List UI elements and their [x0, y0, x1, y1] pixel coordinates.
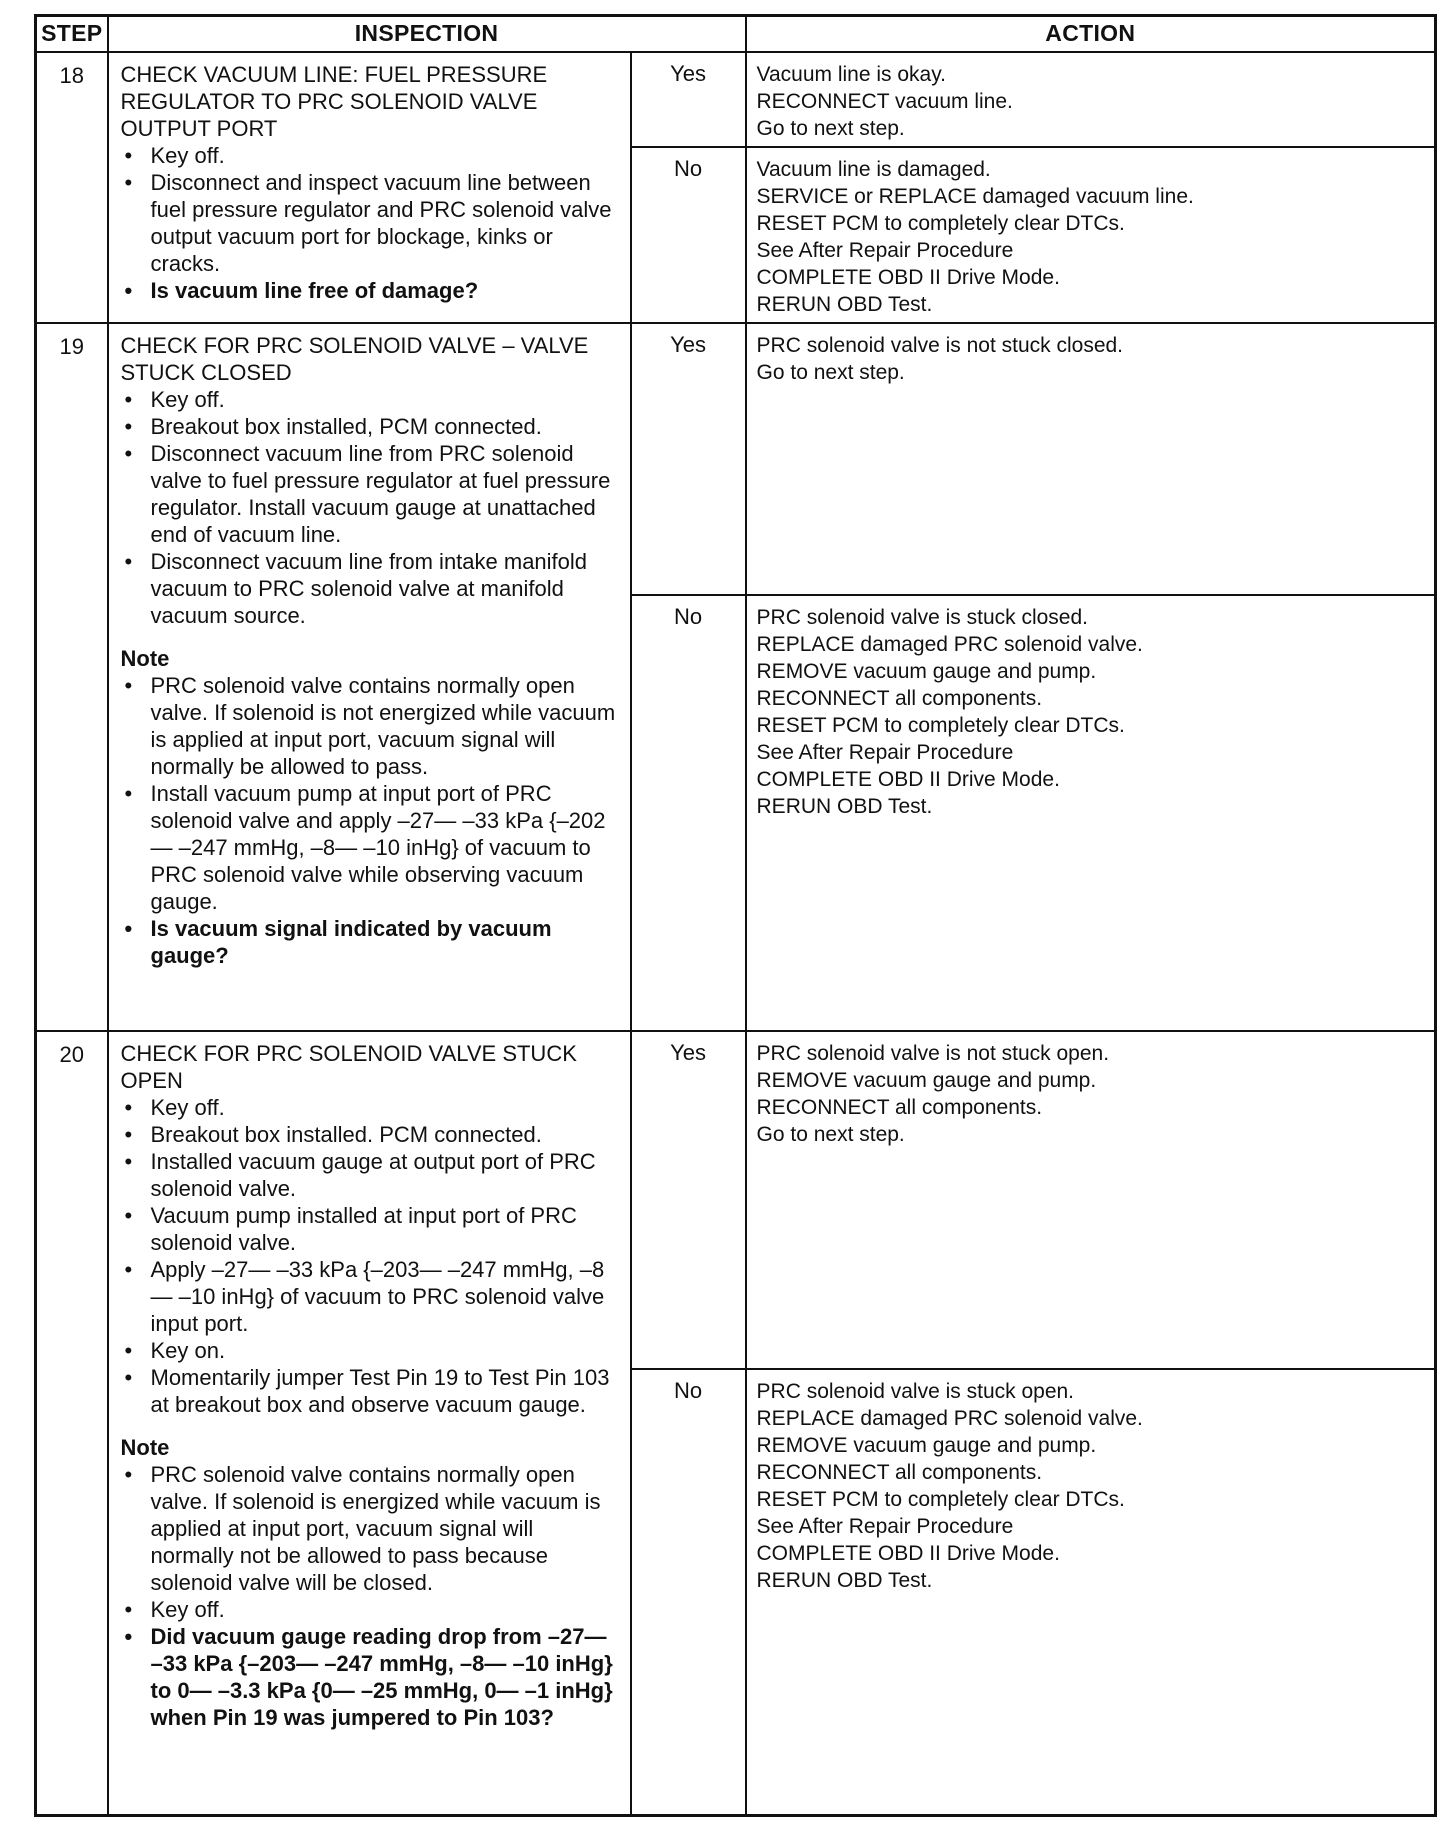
- action-line: Go to next step.: [756, 117, 905, 140]
- action-line: See After Repair Procedure: [756, 1515, 1014, 1538]
- list-item: • Disconnect vacuum line from intake manifold vacuum to PRC solenoid valve at manifold vacuum source.: [121, 548, 620, 629]
- list-item: • Disconnect vacuum line from PRC solenoid valve to fuel pressure regulator at fuel pressure regulator. Install vacuum gauge at unattached end of vacuum line.: [121, 440, 620, 548]
- action-line: Go to next step.: [756, 361, 905, 384]
- table-row: [36, 52, 1436, 147]
- action-line: See After Repair Procedure: [756, 741, 1014, 764]
- action-line: REPLACE damaged PRC solenoid valve.: [756, 633, 1143, 656]
- action-line: RERUN OBD Test.: [756, 1569, 933, 1592]
- inspection-title: CHECK FOR PRC SOLENOID VALVE STUCK OPEN: [120, 1041, 577, 1093]
- action-line: RERUN OBD Test.: [756, 795, 933, 818]
- answer-yes: Yes: [631, 323, 746, 595]
- list-item: • Installed vacuum gauge at output port of PRC solenoid valve.: [121, 1148, 620, 1202]
- answer-no: No: [631, 147, 746, 323]
- action-line: PRC solenoid valve is not stuck open.: [756, 1042, 1110, 1065]
- table-header-row: [36, 16, 1436, 53]
- inspection-question: • Did vacuum gauge reading drop from –27— –33 kPa {–203— –247 mmHg, –8— –10 inHg} to 0— –3.3 kPa {0— –25 mmHg, 0— –1 inHg} when Pin 19 was jumpered to Pin 103?: [121, 1623, 620, 1731]
- action-line: RECONNECT all components.: [756, 1461, 1043, 1484]
- action-line: RERUN OBD Test.: [756, 293, 933, 316]
- answer-yes: Yes: [631, 1031, 746, 1369]
- action-no: [746, 147, 1436, 323]
- list-item: • Breakout box installed, PCM connected.: [121, 413, 620, 440]
- step-number: 20: [36, 1031, 108, 1815]
- action-line: RECONNECT all components.: [756, 687, 1043, 710]
- note-bullets: [121, 1461, 620, 1596]
- list-item: • Key off.: [121, 142, 620, 169]
- list-item: • Key on.: [121, 1337, 620, 1364]
- header-inspection: INSPECTION: [108, 16, 746, 53]
- inspection-cell: [108, 1031, 631, 1815]
- diagnostic-table-sheet: [34, 14, 1434, 1817]
- note-text: • PRC solenoid valve contains normally open valve. If solenoid is not energized while vacuum is applied at input port, vacuum signal will normally be allowed to pass.: [121, 672, 620, 780]
- note-label: Note: [120, 1435, 170, 1460]
- inspection-bullets: [121, 1094, 620, 1418]
- action-line: Vacuum line is okay.: [756, 63, 946, 86]
- action-line: PRC solenoid valve is not stuck closed.: [756, 334, 1124, 357]
- action-line: COMPLETE OBD II Drive Mode.: [756, 1542, 1060, 1565]
- note-bullets: [121, 672, 620, 780]
- answer-no: No: [631, 595, 746, 1031]
- action-line: RESET PCM to completely clear DTCs.: [756, 1488, 1125, 1511]
- inspection-question: • Is vacuum line free of damage?: [121, 277, 620, 304]
- inspection-bullets-2: [121, 1596, 620, 1731]
- inspection-question: • Is vacuum signal indicated by vacuum gauge?: [121, 915, 620, 969]
- action-line: REPLACE damaged PRC solenoid valve.: [756, 1407, 1143, 1430]
- note-label: Note: [120, 646, 170, 671]
- list-item: • Install vacuum pump at input port of PRC solenoid valve and apply –27— –33 kPa {–202— –247 mmHg, –8— –10 inHg} of vacuum to PRC solenoid valve while observing vacuum gauge.: [121, 780, 620, 915]
- list-item: • Momentarily jumper Test Pin 19 to Test Pin 103 at breakout box and observe vacuum gauge.: [121, 1364, 620, 1418]
- inspection-title: CHECK FOR PRC SOLENOID VALVE – VALVE STUCK CLOSED: [120, 333, 589, 385]
- action-line: RECONNECT vacuum line.: [756, 90, 1013, 113]
- note-text: • PRC solenoid valve contains normally open valve. If solenoid is energized while vacuum is applied at input port, vacuum signal will normally not be allowed to pass because solenoid valve will be closed.: [121, 1461, 620, 1596]
- action-yes: [746, 1031, 1436, 1369]
- inspection-bullets: [121, 386, 620, 629]
- table-row: [36, 323, 1436, 595]
- action-no: [746, 595, 1436, 1031]
- action-no: [746, 1369, 1436, 1815]
- inspection-bullets-2: [121, 780, 620, 969]
- list-item: • Key off.: [121, 1596, 620, 1623]
- header-step: STEP: [36, 16, 108, 53]
- action-line: SERVICE or REPLACE damaged vacuum line.: [756, 185, 1194, 208]
- action-line: REMOVE vacuum gauge and pump.: [756, 660, 1097, 683]
- table-row: [36, 1031, 1436, 1369]
- action-yes: [746, 323, 1436, 595]
- diagnostic-table: [34, 14, 1437, 1817]
- step-number: 18: [36, 52, 108, 323]
- action-line: Vacuum line is damaged.: [756, 158, 991, 181]
- step-number: 19: [36, 323, 108, 1031]
- list-item: • Vacuum pump installed at input port of PRC solenoid valve.: [121, 1202, 620, 1256]
- action-yes: [746, 52, 1436, 147]
- inspection-bullets: [121, 142, 620, 304]
- action-line: COMPLETE OBD II Drive Mode.: [756, 266, 1060, 289]
- inspection-cell: [108, 323, 631, 1031]
- list-item: • Key off.: [121, 1094, 620, 1121]
- action-line: Go to next step.: [756, 1123, 905, 1146]
- list-item: • Breakout box installed. PCM connected.: [121, 1121, 620, 1148]
- action-line: COMPLETE OBD II Drive Mode.: [756, 768, 1060, 791]
- answer-yes: Yes: [631, 52, 746, 147]
- action-line: REMOVE vacuum gauge and pump.: [756, 1434, 1097, 1457]
- action-line: See After Repair Procedure: [756, 239, 1014, 262]
- list-item: • Disconnect and inspect vacuum line between fuel pressure regulator and PRC solenoid valve output vacuum port for blockage, kinks or cracks.: [121, 169, 620, 277]
- action-line: REMOVE vacuum gauge and pump.: [756, 1069, 1097, 1092]
- inspection-title: CHECK VACUUM LINE: FUEL PRESSURE REGULATOR TO PRC SOLENOID VALVE OUTPUT PORT: [120, 62, 548, 141]
- list-item: • Apply –27— –33 kPa {–203— –247 mmHg, –8— –10 inHg} of vacuum to PRC solenoid valve input port.: [121, 1256, 620, 1337]
- action-line: PRC solenoid valve is stuck closed.: [756, 606, 1088, 629]
- list-item: • Key off.: [121, 386, 620, 413]
- action-line: RESET PCM to completely clear DTCs.: [756, 714, 1125, 737]
- action-line: RECONNECT all components.: [756, 1096, 1043, 1119]
- inspection-cell: [108, 52, 631, 323]
- action-line: PRC solenoid valve is stuck open.: [756, 1380, 1075, 1403]
- header-action: ACTION: [746, 16, 1436, 53]
- action-line: RESET PCM to completely clear DTCs.: [756, 212, 1125, 235]
- answer-no: No: [631, 1369, 746, 1815]
